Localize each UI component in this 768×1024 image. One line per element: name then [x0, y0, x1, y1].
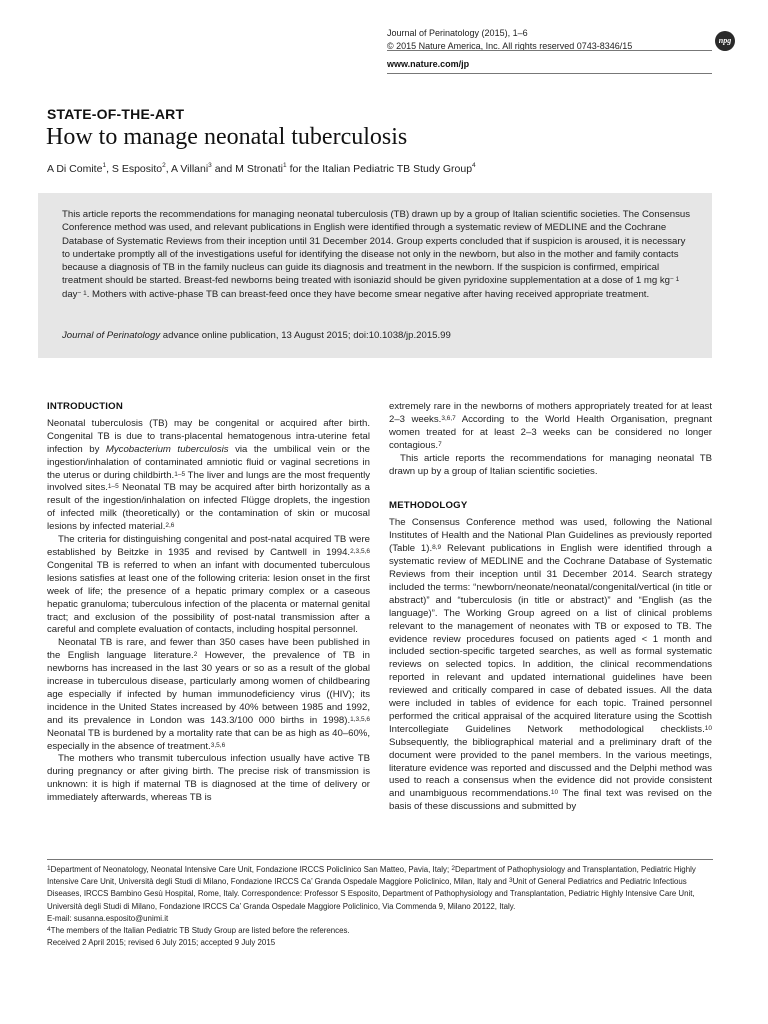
url-rule: [387, 73, 712, 74]
left-column: [47, 401, 370, 805]
reference-marker: 10: [550, 789, 559, 797]
reference-marker: 1–5: [107, 483, 119, 491]
affiliation-marker: 1: [283, 162, 287, 169]
reference-marker: 1–5: [174, 470, 186, 478]
header-rule: [387, 50, 712, 51]
footnote-rule: [47, 859, 713, 860]
copyright-line: © 2015 Nature America, Inc. All rights reserved 0743-8346/15: [387, 41, 633, 51]
citation-details: advance online publication, 13 August 2015; doi:10.1038/jp.2015.99: [160, 330, 451, 341]
right-column: [389, 401, 712, 814]
article-title: How to manage neonatal tuberculosis: [46, 124, 408, 150]
paragraph: extremely rare in the newborns of mothers appropriately treated for at least 2–3 weeks.$^{3,6,7}$ According to the World Health Organisation, pregnant women treated for at least 2–3 weeks can be considered no longer contagious.$^7$: [389, 401, 712, 451]
abstract-part: day: [62, 288, 78, 300]
affiliation-marker: 4: [472, 162, 476, 169]
author-name: S Esposito: [111, 163, 163, 175]
paragraph: The criteria for distinguishing congenital and post-natal acquired TB were established by Beitzke in 1935 and revised by Cantwell in 1994.$^{2,3,5,6}$ Congenital TB is referred to when an infant with documented tuberculous lesions satisfies at least one of the following criteria: lesion onset in the first week of life; the presence of a hepatic primary complex or a caseous hepatic granuloma; tuberculous infection of the placenta or maternal genital tract; and exclusion of the possibility of post-natal transmission after a careful and complete evaluation of contacts, including hospital personnel.: [47, 534, 370, 636]
introduction-heading: INTRODUCTION: [47, 401, 123, 412]
npg-logo: npg: [715, 31, 735, 51]
received-dates: Received 2 April 2015; revised 6 July 2015; accepted 9 July 2015: [47, 938, 276, 948]
author-list: A Di Comite$^1$, S Esposito$^2$, A Villani$^3$ and M Stronati$^1$ for the Italian Pediatric TB Study Group$^4$: [47, 162, 476, 175]
author-name: A Villani: [171, 163, 209, 175]
abstract-part: This article reports the recommendations for managing neonatal tuberculosis (TB) drawn up by a group of Italian scientific societies. The Consensus Conference method was used, and relevant publications in English were identified through a systematic review of MEDLINE and the Cochrane Database of Systematic Reviews from their inception until 31 December 2014. Group experts concluded that if suspicion is aroused, it is necessary to undertake promptly all of the investigations useful for identifying the disease not only in the newborn, but also in the mother and family contacts because a diagnosis of TB in the family nucleus can guide its diagnosis and treatment in the newborn. If the suspicion is confirmed, empirical treatment should be started. Breast-fed newborns being treated with isoniazid should be given pyridoxine supplementation at a dose of 1 mg kg: [62, 209, 690, 287]
citation-journal: Journal of Perinatology: [62, 330, 161, 341]
reference-marker: 2,3,5,6: [350, 547, 370, 555]
abstract-text: [62, 208, 694, 301]
reference-marker: 10: [704, 724, 712, 732]
reference-marker: 2: [193, 651, 198, 659]
affiliation-marker: 3: [208, 162, 212, 169]
abstract-part: . Mothers with active-phase TB can breast-feed once they have become smear negative after having received appropriate treatment.: [86, 288, 650, 300]
paragraph: This article reports the recommendations for managing neonatal TB drawn up by a group of Italian scientific societies.: [389, 452, 712, 477]
affiliations: $^1$Department of Neonatology, Neonatal Intensive Care Unit, Fondazione IRCCS Policlinico San Matteo, Pavia, Italy; $^2$Department of Pathophysiology and Transplantation, Pediatric Highly Intensive Care Unit, Università degli Studi di Milano, Fondazione IRCCS Ca’ Granda Ospedale Maggiore Policlinico, Milan, Italy and $^3$Unit of General Pediatrics and Pediatric Infectious Diseases, IRCCS Bambino Gesù Hospital, Rome, Italy. Correspondence: Professor S Esposito, Department of Pathophysiology and Transplantation, Pediatric Highly Intensive Care Unit, Università degli Studi di Milano, Fondazione IRCCS Ca’ Granda Ospedale Maggiore Policlinico, Via Commenda 9, Milano 20122, Italy.: [47, 865, 696, 911]
unit-exponent: − 1: [669, 276, 680, 284]
reference-marker: 7: [438, 440, 442, 448]
reference-marker: 3,5,6: [210, 741, 226, 749]
species-name: Mycobacterium tuberculosis: [105, 443, 229, 455]
footnotes: [47, 864, 713, 949]
methodology-heading: METHODOLOGY: [389, 500, 468, 512]
reference-marker: 8,9: [432, 544, 442, 552]
affiliation-marker: 1: [102, 162, 107, 169]
email-link[interactable]: E-mail: susanna.esposito@unimi.it: [47, 913, 169, 923]
paragraph: Neonatal tuberculosis (TB) may be congenital or acquired after birth. Congenital TB is due to trans-placental hematogenous intra-uterine fetal infection by Mycobacterium tuberculosis via the umbilical vein or the ingestion/inhalation of contaminated amniotic fluid or vaginal secretions in the uterus or during childbirth.$^{1-5}$ The liver and lungs are the most frequently involved sites.$^{1-5}$ Neonatal TB may be acquired after birth horizontally as a result of the ingestion/inhalation on infected Flügge droplets, the ingestion of infected milk (theoretically) or the contamination of skin or mucosal lesions by infected material.$^{2,6}$: [47, 417, 370, 533]
reference-marker: 2,6: [165, 522, 175, 530]
journal-url-link[interactable]: www.nature.com/jp: [387, 59, 470, 69]
paragraph: The Consensus Conference method was used, following the National Institutes of Health and the National Plan Guidelines as previously reported (Table 1).$^{8,9}$ Relevant publications in English were identified through a systematic review of MEDLINE and the Cochrane Database of Systematic Reviews from their inception until 31 December 2014. Search strategy included the terms: “newborn/neonate/neonatal/congenital/vertical (in title or abstract)” and “tuberculosis (in title or abstract)” and “English (as the language)”. The Working Group agreed on a list of clinical problems relevant to the management of neonates with TB or exposed to TB. The evidence review procedures focused on patients aged < 1 month and included section-specific targeted searches, as well as formal systematic reviews on selected topics. In addition, the clinical recommendations reported in relevant and updated international guidelines have been reviewed and critically compared in case of debated issues. All the data were included in tables of evidence for each topic. Trained personnel performed the critical appraisal of the acquired literature using the Scottish Intercollegiate Guidelines Network methodological checklists.$^{10}$ Subsequently, the bibliographical material and a preliminary draft of the document were provided to the panel members. In the various meetings, literature evidence was reported and discussed and the Delphi method was used to reach a consensus when the evidence did not provide consistent and unambiguous recommendations.$^{10}$ The final text was revised on the basis of these discussions and submitted by: [389, 517, 713, 813]
author-name: and M Stronati: [214, 163, 284, 175]
affiliation-marker: 2: [162, 162, 166, 169]
group-note: $^4$The members of the Italian Pediatric TB Study Group are listed before the references.: [47, 926, 350, 936]
author-name: A Di Comite: [47, 163, 103, 175]
section-label: STATE-OF-THE-ART: [47, 106, 185, 122]
reference-marker: 1,3,5,6: [350, 715, 370, 723]
paragraph: Neonatal TB is rare, and fewer than 350 cases have been published in the English language literature.$^2$ However, the prevalence of TB in newborns has increased in the last 30 years or so as a result of the global increase in tuberculous disease, particularly among women of childbearing age especially if infected by human immunodeficiency virus ((HIV); its incidence in the United States increased by 40% between 1985 and 1992, and its prevalence in London was 143.3/100 000 births in 1998).$^{1,3,5,6}$ Neonatal TB is burdened by a mortality rate that can be as high as 40–60%, especially in the absence of treatment.$^{3,5,6}$: [47, 637, 370, 752]
unit-exponent: − 1: [77, 289, 87, 297]
journal-line: Journal of Perinatology (2015), 1–6: [387, 28, 528, 38]
study-group: for the Italian Pediatric TB Study Group: [289, 163, 473, 175]
citation-line: [62, 330, 451, 341]
reference-marker: 3,6,7: [441, 414, 456, 422]
paragraph: The mothers who transmit tuberculous infection usually have active TB during pregnancy or after giving birth. The precise risk of transmission is unknown: it is high if maternal TB is diagnosed at the time of delivery or immediately afterwards, whereas TB is: [47, 753, 370, 804]
